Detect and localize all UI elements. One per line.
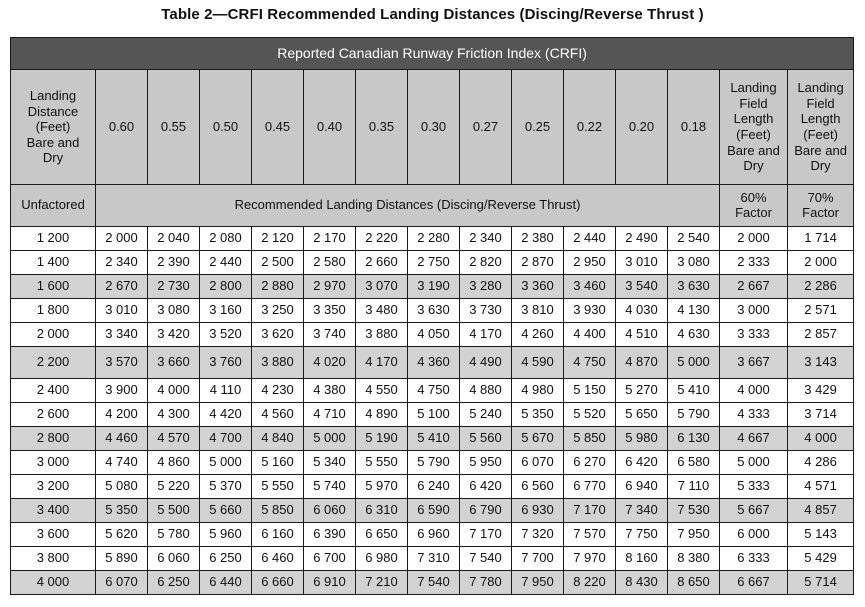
landing-distance-cell: 2 750 xyxy=(408,251,460,275)
landing-distance-cell: 2 820 xyxy=(460,251,512,275)
landing-distance-cell: 5 370 xyxy=(200,475,252,499)
landing-distance-cell: 2 970 xyxy=(304,275,356,299)
landing-distance-cell: 6 960 xyxy=(408,523,460,547)
landing-distance-cell: 3 740 xyxy=(304,323,356,347)
landing-distance-cell: 4 400 xyxy=(564,323,616,347)
landing-distance-cell: 3 080 xyxy=(148,299,200,323)
factor-70-cell: 2 571 xyxy=(788,299,854,323)
landing-distance-cell: 5 980 xyxy=(616,427,668,451)
landing-distance-cell: 6 070 xyxy=(512,451,564,475)
crfi-banner-row xyxy=(11,38,854,70)
landing-distance-cell: 2 170 xyxy=(304,227,356,251)
landing-distance-cell: 5 790 xyxy=(668,403,720,427)
landing-distance-cell: 7 110 xyxy=(668,475,720,499)
landing-distance-cell: 2 390 xyxy=(148,251,200,275)
unfactored-distance-cell: 3 000 xyxy=(11,451,96,475)
landing-distance-cell: 5 740 xyxy=(304,475,356,499)
landing-distance-cell: 4 590 xyxy=(512,347,564,379)
landing-distance-cell: 3 360 xyxy=(512,275,564,299)
landing-distance-cell: 5 890 xyxy=(96,547,148,571)
landing-distance-cell: 5 150 xyxy=(564,379,616,403)
unfactored-distance-cell: 1 800 xyxy=(11,299,96,323)
landing-distance-cell: 3 880 xyxy=(356,323,408,347)
factor-70-cell: 3 714 xyxy=(788,403,854,427)
landing-distance-cell: 5 000 xyxy=(304,427,356,451)
factor-60-cell: 5 333 xyxy=(720,475,788,499)
unfactored-distance-cell: 2 200 xyxy=(11,347,96,379)
column-header-row xyxy=(11,70,854,185)
factor-60-header: 60% Factor xyxy=(720,185,788,227)
factor-60-cell: 5 667 xyxy=(720,499,788,523)
landing-distance-cell: 4 700 xyxy=(200,427,252,451)
landing-distance-cell: 5 000 xyxy=(668,347,720,379)
landing-distance-cell: 5 960 xyxy=(200,523,252,547)
unfactored-distance-cell: 2 000 xyxy=(11,323,96,347)
landing-distance-cell: 3 810 xyxy=(512,299,564,323)
landing-distance-cell: 4 420 xyxy=(200,403,252,427)
landing-distance-cell: 2 440 xyxy=(200,251,252,275)
table-row xyxy=(11,379,854,403)
landing-distance-cell: 5 160 xyxy=(252,451,304,475)
landing-distance-cell: 5 660 xyxy=(200,499,252,523)
factor-70-cell: 5 429 xyxy=(788,547,854,571)
crfi-header-0.50: 0.50 xyxy=(200,70,252,185)
crfi-header-0.40: 0.40 xyxy=(304,70,356,185)
landing-distance-cell: 3 080 xyxy=(668,251,720,275)
landing-distance-cell: 4 890 xyxy=(356,403,408,427)
landing-distance-cell: 2 120 xyxy=(252,227,304,251)
factor-70-cell: 2 286 xyxy=(788,275,854,299)
landing-distance-cell: 2 440 xyxy=(564,227,616,251)
landing-field-length-header-60: Landing Field Length (Feet) Bare and Dry xyxy=(720,70,788,185)
table-row xyxy=(11,547,854,571)
landing-distance-cell: 3 930 xyxy=(564,299,616,323)
landing-distance-cell: 4 630 xyxy=(668,323,720,347)
landing-distance-cell: 3 730 xyxy=(460,299,512,323)
landing-distance-cell: 7 950 xyxy=(512,571,564,595)
factor-60-cell: 2 333 xyxy=(720,251,788,275)
landing-distance-cell: 7 170 xyxy=(460,523,512,547)
table-row xyxy=(11,427,854,451)
crfi-header-0.30: 0.30 xyxy=(408,70,460,185)
landing-distance-cell: 7 570 xyxy=(564,523,616,547)
landing-distance-cell: 4 510 xyxy=(616,323,668,347)
landing-distance-cell: 7 310 xyxy=(408,547,460,571)
landing-distance-cell: 4 000 xyxy=(148,379,200,403)
landing-distance-cell: 5 340 xyxy=(304,451,356,475)
landing-distance-cell: 2 000 xyxy=(96,227,148,251)
landing-distance-cell: 2 540 xyxy=(668,227,720,251)
landing-distance-cell: 5 520 xyxy=(564,403,616,427)
landing-distance-cell: 8 430 xyxy=(616,571,668,595)
landing-distance-cell: 3 420 xyxy=(148,323,200,347)
unfactored-distance-cell: 3 200 xyxy=(11,475,96,499)
landing-distance-cell: 6 310 xyxy=(356,499,408,523)
factor-60-cell: 6 000 xyxy=(720,523,788,547)
landing-distance-cell: 5 550 xyxy=(252,475,304,499)
unfactored-header: Unfactored xyxy=(11,185,96,227)
landing-distance-cell: 6 390 xyxy=(304,523,356,547)
landing-distance-cell: 5 240 xyxy=(460,403,512,427)
landing-distance-cell: 6 240 xyxy=(408,475,460,499)
landing-distance-cell: 5 790 xyxy=(408,451,460,475)
factor-70-cell: 3 429 xyxy=(788,379,854,403)
landing-distance-cell: 3 250 xyxy=(252,299,304,323)
landing-distance-cell: 4 560 xyxy=(252,403,304,427)
unfactored-distance-cell: 4 000 xyxy=(11,571,96,595)
landing-distance-cell: 3 340 xyxy=(96,323,148,347)
landing-distance-cell: 3 620 xyxy=(252,323,304,347)
factor-60-cell: 3 667 xyxy=(720,347,788,379)
landing-distance-cell: 2 670 xyxy=(96,275,148,299)
landing-distance-cell: 7 530 xyxy=(668,499,720,523)
landing-distance-cell: 5 410 xyxy=(668,379,720,403)
landing-distance-cell: 5 620 xyxy=(96,523,148,547)
landing-distance-cell: 6 160 xyxy=(252,523,304,547)
crfi-header-0.60: 0.60 xyxy=(96,70,148,185)
landing-distance-cell: 6 770 xyxy=(564,475,616,499)
factor-70-cell: 4 571 xyxy=(788,475,854,499)
landing-distance-cell: 2 800 xyxy=(200,275,252,299)
landing-distance-cell: 4 870 xyxy=(616,347,668,379)
landing-distance-cell: 6 560 xyxy=(512,475,564,499)
landing-distance-cell: 2 340 xyxy=(460,227,512,251)
landing-distance-cell: 4 840 xyxy=(252,427,304,451)
factor-70-cell: 5 714 xyxy=(788,571,854,595)
factor-70-header: 70% Factor xyxy=(788,185,854,227)
landing-distance-cell: 3 520 xyxy=(200,323,252,347)
landing-distance-cell: 2 730 xyxy=(148,275,200,299)
landing-distance-cell: 7 170 xyxy=(564,499,616,523)
landing-distance-cell: 4 880 xyxy=(460,379,512,403)
unfactored-distance-cell: 2 600 xyxy=(11,403,96,427)
landing-distance-cell: 4 170 xyxy=(460,323,512,347)
crfi-header-0.20: 0.20 xyxy=(616,70,668,185)
factor-60-cell: 6 333 xyxy=(720,547,788,571)
landing-distance-cell: 4 030 xyxy=(616,299,668,323)
crfi-header-0.22: 0.22 xyxy=(564,70,616,185)
landing-distance-cell: 6 930 xyxy=(512,499,564,523)
landing-distance-header: Landing Distance (Feet) Bare and Dry xyxy=(11,70,96,185)
landing-distance-cell: 4 460 xyxy=(96,427,148,451)
landing-distance-cell: 6 440 xyxy=(200,571,252,595)
landing-distance-cell: 4 380 xyxy=(304,379,356,403)
landing-distance-cell: 2 870 xyxy=(512,251,564,275)
landing-distance-cell: 4 490 xyxy=(460,347,512,379)
landing-distance-cell: 6 270 xyxy=(564,451,616,475)
landing-distance-cell: 4 750 xyxy=(408,379,460,403)
landing-distance-cell: 3 900 xyxy=(96,379,148,403)
table-row xyxy=(11,299,854,323)
factor-70-cell: 3 143 xyxy=(788,347,854,379)
landing-distance-cell: 2 950 xyxy=(564,251,616,275)
landing-distance-cell: 2 880 xyxy=(252,275,304,299)
recommended-banner: Recommended Landing Distances (Discing/Reverse Thrust) xyxy=(96,185,720,227)
factor-60-cell: 3 000 xyxy=(720,299,788,323)
landing-distance-cell: 7 950 xyxy=(668,523,720,547)
landing-distance-cell: 4 750 xyxy=(564,347,616,379)
landing-distance-cell: 5 350 xyxy=(512,403,564,427)
factor-70-cell: 4 286 xyxy=(788,451,854,475)
landing-distance-cell: 6 250 xyxy=(148,571,200,595)
factor-60-cell: 4 000 xyxy=(720,379,788,403)
landing-distance-cell: 5 780 xyxy=(148,523,200,547)
unfactored-distance-cell: 3 400 xyxy=(11,499,96,523)
landing-distance-cell: 6 910 xyxy=(304,571,356,595)
landing-distance-cell: 5 670 xyxy=(512,427,564,451)
landing-distance-cell: 2 660 xyxy=(356,251,408,275)
factor-70-cell: 4 000 xyxy=(788,427,854,451)
landing-distance-cell: 6 940 xyxy=(616,475,668,499)
landing-distance-cell: 6 460 xyxy=(252,547,304,571)
landing-distance-cell: 3 160 xyxy=(200,299,252,323)
unfactored-distance-cell: 1 200 xyxy=(11,227,96,251)
landing-distance-cell: 3 540 xyxy=(616,275,668,299)
landing-distance-cell: 4 170 xyxy=(356,347,408,379)
landing-distance-cell: 8 650 xyxy=(668,571,720,595)
table-body xyxy=(11,227,854,595)
landing-distance-cell: 4 260 xyxy=(512,323,564,347)
factor-60-cell: 2 667 xyxy=(720,275,788,299)
table-row xyxy=(11,323,854,347)
landing-distance-cell: 6 420 xyxy=(616,451,668,475)
unfactored-distance-cell: 2 800 xyxy=(11,427,96,451)
unfactored-distance-cell: 1 600 xyxy=(11,275,96,299)
crfi-landing-distance-table xyxy=(10,37,854,595)
landing-distance-cell: 6 790 xyxy=(460,499,512,523)
landing-distance-cell: 2 380 xyxy=(512,227,564,251)
landing-distance-cell: 3 010 xyxy=(616,251,668,275)
landing-distance-cell: 3 880 xyxy=(252,347,304,379)
landing-distance-cell: 7 540 xyxy=(408,571,460,595)
crfi-header-0.45: 0.45 xyxy=(252,70,304,185)
landing-distance-cell: 3 280 xyxy=(460,275,512,299)
landing-distance-cell: 5 100 xyxy=(408,403,460,427)
landing-distance-cell: 5 560 xyxy=(460,427,512,451)
table-row xyxy=(11,499,854,523)
crfi-banner: Reported Canadian Runway Friction Index (CRFI) xyxy=(11,38,854,70)
crfi-header-0.18: 0.18 xyxy=(668,70,720,185)
crfi-header-0.35: 0.35 xyxy=(356,70,408,185)
landing-distance-cell: 7 780 xyxy=(460,571,512,595)
landing-distance-cell: 3 630 xyxy=(668,275,720,299)
crfi-header-0.25: 0.25 xyxy=(512,70,564,185)
landing-distance-cell: 4 130 xyxy=(668,299,720,323)
landing-distance-cell: 5 970 xyxy=(356,475,408,499)
factor-60-cell: 3 333 xyxy=(720,323,788,347)
landing-field-length-header-70: Landing Field Length (Feet) Bare and Dry xyxy=(788,70,854,185)
landing-distance-cell: 3 570 xyxy=(96,347,148,379)
unfactored-distance-cell: 2 400 xyxy=(11,379,96,403)
landing-distance-cell: 6 580 xyxy=(668,451,720,475)
landing-distance-cell: 7 970 xyxy=(564,547,616,571)
landing-distance-cell: 7 700 xyxy=(512,547,564,571)
landing-distance-cell: 6 700 xyxy=(304,547,356,571)
landing-distance-cell: 2 500 xyxy=(252,251,304,275)
table-row xyxy=(11,523,854,547)
landing-distance-cell: 5 350 xyxy=(96,499,148,523)
landing-distance-cell: 2 040 xyxy=(148,227,200,251)
landing-distance-cell: 7 540 xyxy=(460,547,512,571)
landing-distance-cell: 3 480 xyxy=(356,299,408,323)
landing-distance-cell: 4 200 xyxy=(96,403,148,427)
landing-distance-cell: 4 860 xyxy=(148,451,200,475)
landing-distance-cell: 3 630 xyxy=(408,299,460,323)
landing-distance-cell: 2 080 xyxy=(200,227,252,251)
factor-60-cell: 4 333 xyxy=(720,403,788,427)
landing-distance-cell: 4 570 xyxy=(148,427,200,451)
landing-distance-cell: 4 110 xyxy=(200,379,252,403)
landing-distance-cell: 4 740 xyxy=(96,451,148,475)
landing-distance-cell: 5 500 xyxy=(148,499,200,523)
table-row xyxy=(11,475,854,499)
landing-distance-cell: 4 020 xyxy=(304,347,356,379)
landing-distance-cell: 6 060 xyxy=(304,499,356,523)
table-row xyxy=(11,251,854,275)
landing-distance-cell: 6 980 xyxy=(356,547,408,571)
landing-distance-cell: 8 160 xyxy=(616,547,668,571)
landing-distance-cell: 5 650 xyxy=(616,403,668,427)
landing-distance-cell: 4 230 xyxy=(252,379,304,403)
landing-distance-cell: 5 850 xyxy=(252,499,304,523)
table-title: Table 2—CRFI Recommended Landing Distances (Discing/Reverse Thrust ) xyxy=(161,6,704,23)
factor-60-cell: 6 667 xyxy=(720,571,788,595)
factor-70-cell: 1 714 xyxy=(788,227,854,251)
landing-distance-cell: 3 460 xyxy=(564,275,616,299)
landing-distance-cell: 2 280 xyxy=(408,227,460,251)
unfactored-distance-cell: 1 400 xyxy=(11,251,96,275)
factor-60-cell: 2 000 xyxy=(720,227,788,251)
landing-distance-cell: 6 650 xyxy=(356,523,408,547)
unfactored-distance-cell: 3 800 xyxy=(11,547,96,571)
landing-distance-cell: 5 950 xyxy=(460,451,512,475)
factor-70-cell: 2 000 xyxy=(788,251,854,275)
landing-distance-cell: 5 000 xyxy=(200,451,252,475)
landing-distance-cell: 4 050 xyxy=(408,323,460,347)
landing-distance-cell: 7 320 xyxy=(512,523,564,547)
table-row xyxy=(11,571,854,595)
landing-distance-cell: 4 360 xyxy=(408,347,460,379)
landing-distance-cell: 3 760 xyxy=(200,347,252,379)
landing-distance-cell: 2 220 xyxy=(356,227,408,251)
table-row xyxy=(11,451,854,475)
landing-distance-cell: 2 490 xyxy=(616,227,668,251)
landing-distance-cell: 6 590 xyxy=(408,499,460,523)
landing-distance-cell: 4 300 xyxy=(148,403,200,427)
landing-distance-cell: 8 220 xyxy=(564,571,616,595)
landing-distance-cell: 2 340 xyxy=(96,251,148,275)
landing-distance-cell: 5 080 xyxy=(96,475,148,499)
table-row xyxy=(11,347,854,379)
landing-distance-cell: 3 350 xyxy=(304,299,356,323)
landing-distance-cell: 7 750 xyxy=(616,523,668,547)
landing-distance-cell: 5 550 xyxy=(356,451,408,475)
landing-distance-cell: 7 340 xyxy=(616,499,668,523)
landing-distance-cell: 3 190 xyxy=(408,275,460,299)
landing-distance-cell: 5 190 xyxy=(356,427,408,451)
landing-distance-cell: 7 210 xyxy=(356,571,408,595)
table-row xyxy=(11,227,854,251)
landing-distance-cell: 3 010 xyxy=(96,299,148,323)
landing-distance-cell: 6 420 xyxy=(460,475,512,499)
landing-distance-cell: 2 580 xyxy=(304,251,356,275)
landing-distance-cell: 6 250 xyxy=(200,547,252,571)
factor-60-cell: 4 667 xyxy=(720,427,788,451)
landing-distance-cell: 6 130 xyxy=(668,427,720,451)
landing-distance-cell: 5 220 xyxy=(148,475,200,499)
crfi-header-0.55: 0.55 xyxy=(148,70,200,185)
unfactored-distance-cell: 3 600 xyxy=(11,523,96,547)
subheader-row xyxy=(11,185,854,227)
factor-70-cell: 5 143 xyxy=(788,523,854,547)
factor-70-cell: 2 857 xyxy=(788,323,854,347)
landing-distance-cell: 5 270 xyxy=(616,379,668,403)
landing-distance-cell: 4 550 xyxy=(356,379,408,403)
landing-distance-cell: 5 850 xyxy=(564,427,616,451)
landing-distance-cell: 6 070 xyxy=(96,571,148,595)
landing-distance-cell: 4 710 xyxy=(304,403,356,427)
landing-distance-cell: 6 060 xyxy=(148,547,200,571)
landing-distance-cell: 4 980 xyxy=(512,379,564,403)
landing-distance-cell: 3 070 xyxy=(356,275,408,299)
factor-60-cell: 5 000 xyxy=(720,451,788,475)
landing-distance-cell: 8 380 xyxy=(668,547,720,571)
factor-70-cell: 4 857 xyxy=(788,499,854,523)
landing-distance-cell: 5 410 xyxy=(408,427,460,451)
landing-distance-cell: 6 660 xyxy=(252,571,304,595)
crfi-header-0.27: 0.27 xyxy=(460,70,512,185)
table-row xyxy=(11,275,854,299)
table-row xyxy=(11,403,854,427)
landing-distance-cell: 3 660 xyxy=(148,347,200,379)
